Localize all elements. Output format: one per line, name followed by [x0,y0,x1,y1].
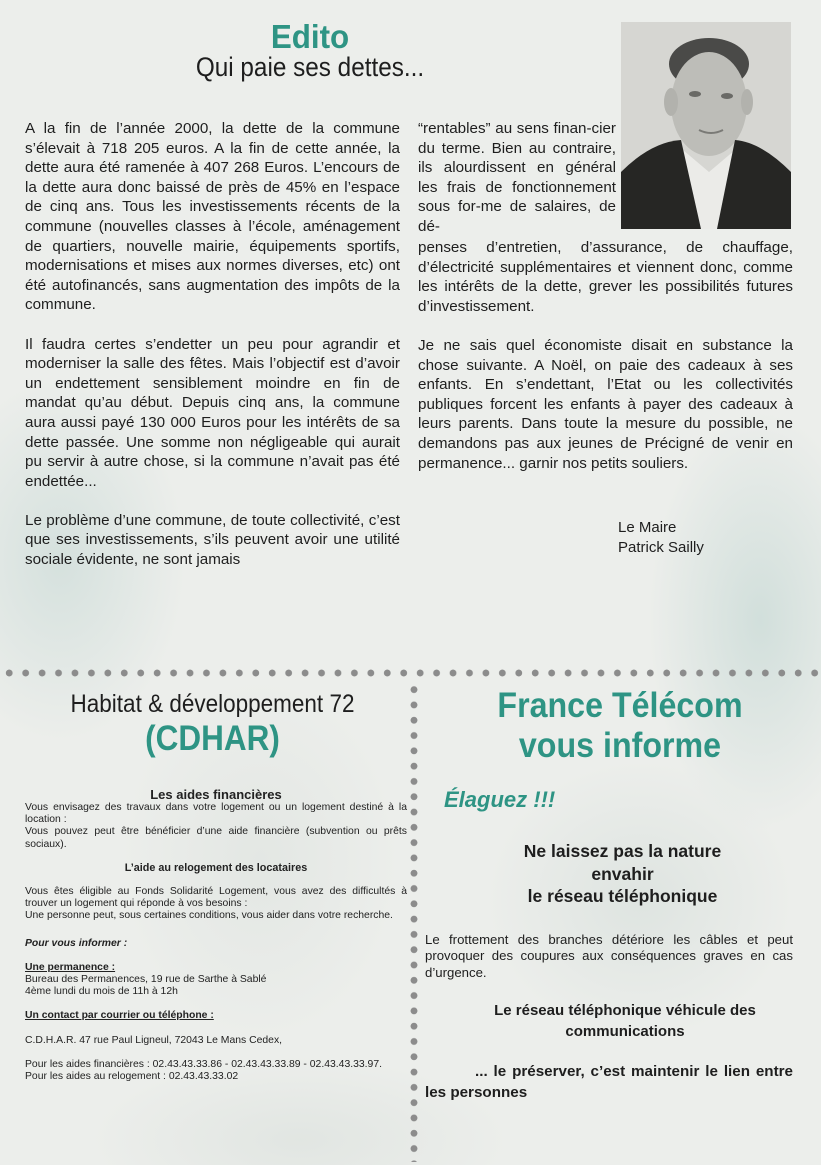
cdhar-title: Habitat & développement 72 [70,690,355,718]
signature [618,518,704,557]
statement-line: communications [565,1023,685,1040]
title-line: France Télécom [497,686,743,725]
section-text: Une personne peut, sous certaines conditions, vous aider dans votre recherche. [25,910,393,922]
statement-line: Le réseau téléphonique véhicule des [494,1002,756,1019]
france-telecom-title [436,686,804,766]
france-telecom-kicker: Élaguez !!! [444,787,556,812]
edito-title: Edito [270,18,350,55]
france-telecom-closing: ... le préserver, c’est maintenir le lien entre les personnes [425,1063,793,1101]
edito-paragraph: Je ne sais quel économiste disait en substance la chose suivante. A Noël, on paie des cadeaux à ses enfants. En s’endettant, l’Etat ou les collectivités publiques forcent les enfants à payer des cadeaux à leurs parents. Dans toute la mesure du possible, ne demandons pas aux jeunes de Précigné de venir en permanence... garnir nos petits souliers. [418,336,793,472]
signature-name: Patrick Sailly [618,538,704,556]
edito-paragraph: Le problème d’une commune, de toute collectivité, c’est que ses investissements, s’ils peuvent avoir une utilité sociale évidente, ne sont jamais [25,511,400,569]
permanence-address: Bureau des Permanences, 19 rue de Sarthe à Sablé [25,974,267,986]
title-line: vous informe [518,726,722,765]
section-heading-relocation: L’aide au relogement des locataires [124,861,308,874]
headline-line: Ne laissez pas la nature [523,841,722,861]
france-telecom-headline [440,840,805,908]
portrait-icon [621,22,791,229]
edito-right-wide-column [418,238,793,493]
cdhar-body [25,788,407,1083]
info-heading: Pour vous informer : [25,937,128,949]
permanence-hours: 4ème lundi du mois de 11h à 12h [25,986,178,998]
headline-line: envahir [591,863,654,884]
section-text: Vous êtes éligible au Fonds Solidarité Logement, vous avez des difficultés à trouver un logement qui réponde à vos besoins : [25,886,407,910]
edito-left-column [25,119,400,589]
horizontal-dotted-divider [0,669,821,677]
headline-line: le réseau téléphonique [527,886,718,906]
signature-role: Le Maire [618,519,677,536]
cdhar-name: (CDHAR) [145,719,280,758]
edito-paragraph: A la fin de l’année 2000, la dette de la commune s’élevait à 718 205 euros. A la fin de cette année, la dette aura été ramenée à 407 268 Euros. L’encours de la dette aura donc baissé de près de 45% en l’espace de cinq ans. Tous les investissements récents de la commune (nouvelles classes à l’école, aménagement de quartiers, nouvelle mairie, équipements sportifs, modernisations et mises aux normes diverses, etc) ont été autofinancés, sans augmentation des impôts de la commune. [25,120,400,314]
edito-subtitle: Qui paie ses dettes... [195,52,425,82]
phone-relocation: Pour les aides au relogement : 02.43.43.33.02 [25,1071,239,1083]
edito-right-narrow-column: “rentables” au sens finan-cier du terme. Bien au contraire, ils alourdissent en général les frais de fonctionnement sous for-me de salaires, de dé- [418,120,616,235]
permanence-heading: Une permanence : [25,961,116,973]
phone-financial-aid: Pour les aides financières : 02.43.43.33.86 - 02.43.43.33.89 - 02.43.43.33.97. [25,1058,383,1070]
mayor-portrait-photo [621,22,791,229]
section-text: Vous pouvez peut être bénéficier d’une aide financière (subvention ou prêts sociaux). [25,826,407,850]
section-heading-financial-aid: Les aides financières [150,787,282,802]
section-text: Vous envisagez des travaux dans votre logement ou un logement destiné à la location : [25,802,407,826]
contact-address: C.D.H.A.R. 47 rue Paul Ligneul, 72043 Le Mans Cedex, [25,1034,283,1046]
france-telecom-statement [440,1000,810,1042]
contact-heading: Un contact par courrier ou téléphone : [25,1010,214,1022]
france-telecom-body: Le frottement des branches détériore les câbles et peut provoquer des coupures aux conséquences graves en cas d’urgence. [425,932,793,980]
edito-paragraph: Il faudra certes s’endetter un peu pour agrandir et moderniser la salle des fêtes. Mais l’objectif est d’avoir un endettement sensiblement moindre en fin de mandat qu’au début. Depuis cinq ans, la commune aura aussi payé 130 000 Euros pour les intérêts de sa dette passée. Une somme non négligeable qui aurait pu servir à autre chose, si la commune n’avait pas été endettée... [25,335,400,490]
vertical-dotted-divider [410,682,418,1162]
edito-paragraph: penses d’entretien, d’assurance, de chauffage, d’électricité supplémentaires et viennent donc, comme les intérêts de la dette, grever les possibilités futures d’investissement. [418,239,793,315]
